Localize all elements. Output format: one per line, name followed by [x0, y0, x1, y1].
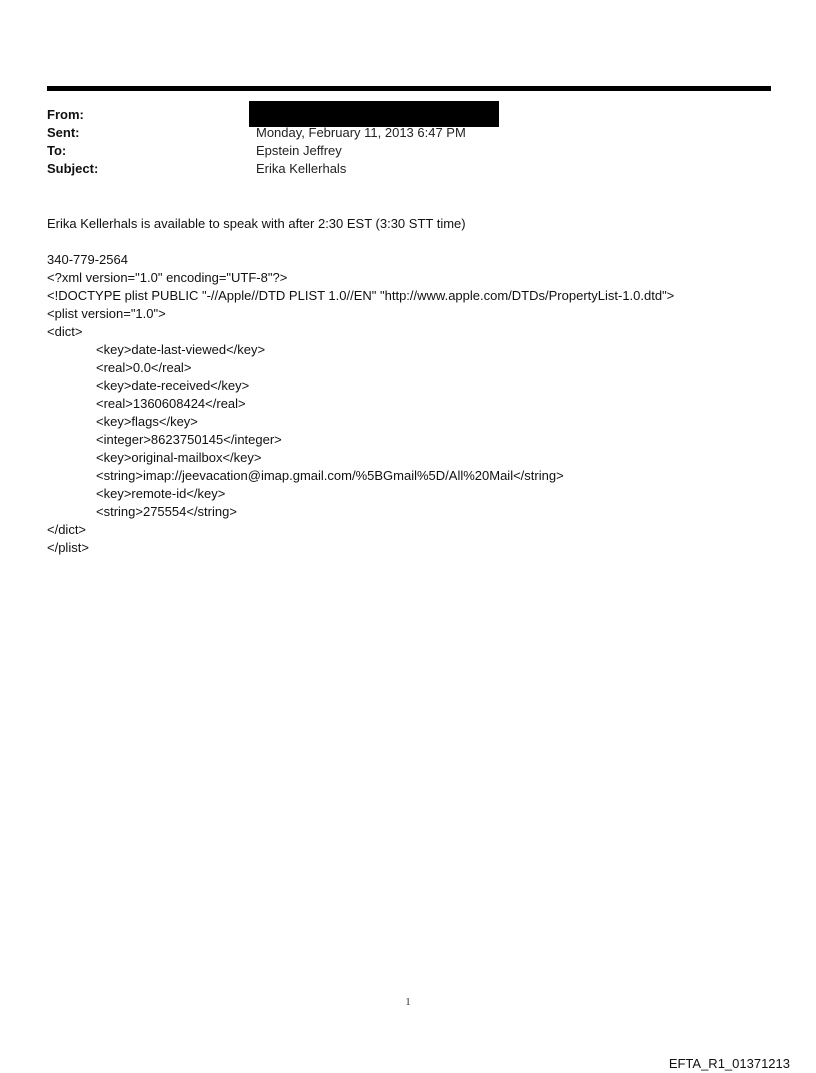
plist-line: <real>0.0</real> — [96, 360, 192, 375]
plist-line: <plist version="1.0"> — [47, 306, 166, 321]
plist-line: </dict> — [47, 522, 87, 537]
subject-row — [47, 160, 747, 178]
sent-row — [47, 124, 747, 142]
plist-line: <key>original-mailbox</key> — [96, 450, 262, 465]
plist-line: <?xml version="1.0" encoding="UTF-8"?> — [47, 270, 288, 285]
plist-line: </plist> — [47, 540, 89, 555]
sent-value: Monday, February 11, 2013 6:47 PM — [256, 125, 466, 140]
plist-line: <!DOCTYPE plist PUBLIC "-//Apple//DTD PLIST 1.0//EN" "http://www.apple.com/DTDs/PropertyList-1.0.dtd"> — [47, 288, 675, 303]
plist-line: <key>flags</key> — [96, 414, 198, 429]
from-row — [47, 106, 747, 124]
subject-label: Subject: — [47, 161, 99, 176]
document-id: EFTA_R1_01371213 — [668, 1056, 790, 1071]
to-value: Epstein Jeffrey — [256, 143, 342, 158]
spacer — [47, 233, 767, 251]
plist-line: <dict> — [47, 324, 83, 339]
to-row — [47, 142, 747, 160]
phone-number: 340-779-2564 — [47, 252, 128, 267]
to-label: To: — [47, 143, 67, 158]
message-text: Erika Kellerhals is available to speak with after 2:30 EST (3:30 STT time) — [47, 216, 466, 231]
from-label: From: — [47, 107, 84, 122]
email-body — [47, 215, 767, 557]
plist-line: <real>1360608424</real> — [96, 396, 246, 411]
subject-value: Erika Kellerhals — [256, 161, 347, 176]
plist-line: <integer>8623750145</integer> — [96, 432, 282, 447]
email-header — [47, 106, 747, 178]
page-number: 1 — [405, 996, 411, 1008]
header-divider — [47, 86, 771, 91]
plist-line: <key>remote-id</key> — [96, 486, 226, 501]
plist-line: <key>date-received</key> — [96, 378, 250, 393]
sent-label: Sent: — [47, 125, 80, 140]
plist-line: <string>imap://jeevacation@imap.gmail.com/%5BGmail%5D/All%20Mail</string> — [96, 468, 564, 483]
plist-line: <string>275554</string> — [96, 504, 237, 519]
plist-line: <key>date-last-viewed</key> — [96, 342, 266, 357]
